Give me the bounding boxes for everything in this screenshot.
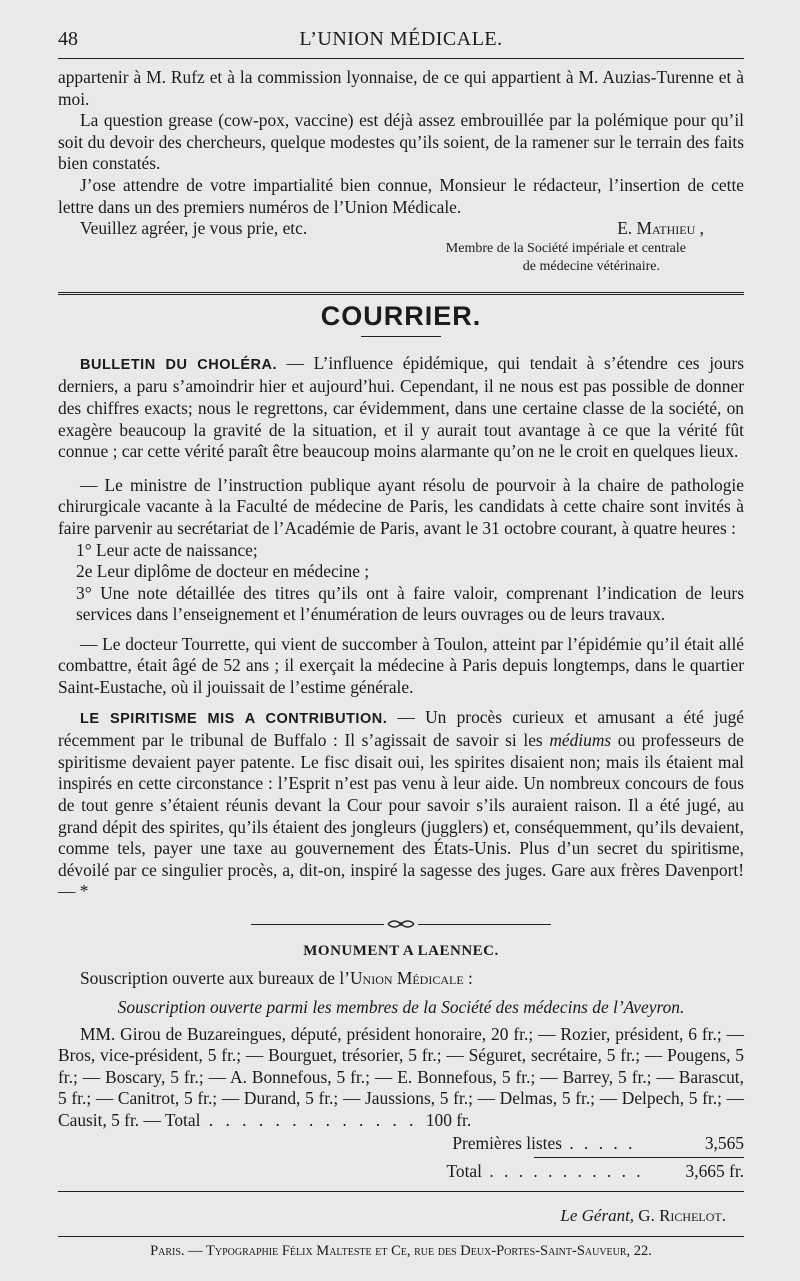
- ornament-divider: [251, 917, 551, 931]
- fleuron-icon: [386, 917, 416, 931]
- courrier-underline: [361, 336, 441, 337]
- gerant-label: Le Gérant,: [560, 1205, 635, 1225]
- souscription-text: Souscription ouverte aux bureaux de l’: [80, 968, 350, 988]
- cholera-paragraph: [58, 353, 744, 463]
- spiritisme-text-a: — Un procès curieux et amusant a été jugé récemment par le tribunal de Buffalo : Il s’agissait de savoir si les: [58, 706, 744, 751]
- subscriber-list: MM. Girou de Buzareingues, député, président honoraire, 20 fr.; — Rozier, président, 6 fr.; — Bros, vice-président, 5 fr.; — Bourguet, trésorier, 5 fr.; — Séguret, secrétaire, 5 fr.; — Pougens, 5 fr.; — Boscary, 5 fr.; — A. Bonnefous, 5 fr.; — E. Bonnefous, 5 fr.; — Barrey, 5 fr.; — Barascut, 5 fr.; — Canitrot, 5 fr.; — Durand, 5 fr.; — Jaussions, 5 fr.; — Delmas, 5 fr.; — Delpech, 5 fr.; — Causit, 5 fr. — Total . . . . . . . . . . . . . 100 fr.: [58, 1023, 744, 1130]
- spiritisme-paragraph: [58, 707, 744, 903]
- spiritisme-text-b: ou professeurs de spiritisme devaient payer patente. Le fisc disait oui, les spirites disaient non; mais ils étaient mal inspirés en cette circonstance : l’Esprit n’est pas venu à leur aide. Un nombreux concours de fous de tout genre s’étaient réunis devant la Cour pour savoir s’ils auraient raison. Il a été jugé, au grand dépit des spirites, qu’ils étaient des jongleurs (jugglers) et, conséquemment, qu’ils devaient, comme tels, payer une taxe au gouvernement des États-Unis. Plus d’un secret du spiritisme, dévoilé par ce singulier procès, a, dit-on, inspiré la sagesse des juges. Gare aux frères Davenport! — *: [58, 730, 744, 902]
- subscriber-names: MM. Girou de Buzareingues, député, président honoraire, 20 fr.; — Rozier, président, 6 fr.; — Bros, vice-président, 5 fr.; — Bourguet, trésorier, 5 fr.; — Séguret, secrétaire, 5 fr.; — Pougens, 5 fr.; — Boscary, 5 fr.; — A. Bonnefous, 5 fr.; — E. Bonnefous, 5 fr.; — Barrey, 5 fr.; — Barascut, 5 fr.; — Canitrot, 5 fr.; — Durand, 5 fr.; — Jaussions, 5 fr.; — Delmas, 5 fr.; — Delpech, 5 fr.; — Causit, 5 fr. — Total: [58, 1023, 744, 1130]
- ministre-paragraph: — Le ministre de l’instruction publique ayant résolu de pourvoir à la chaire de pathologie chirurgicale vacante à la Faculté de médecine de Paris, les candidats à cette chaire sont invités à faire parvenir au secrétariat de l’Académie de Paris, avant le 31 octobre courant, à quatre heures :: [58, 474, 744, 538]
- list-total: 100 fr.: [425, 1109, 472, 1130]
- total-row: Total . . . . . . . . . . . 3,665 fr.: [446, 1160, 744, 1181]
- footer-rule-1: [58, 1191, 744, 1192]
- premieres-row: Premières listes . . . . . 3,565: [452, 1132, 744, 1153]
- souscription-line: [58, 968, 744, 990]
- totals-rule: [534, 1157, 744, 1158]
- letter-paragraph-2: La question grease (cow-pox, vaccine) est déjà assez embrouillée par la polémique pour qu’il soit du devoir des chercheurs, quelque modestes qu’ils soient, de la ramener sur le terrain des faits bien constatés.: [58, 110, 744, 174]
- gerant-name: G. Richelot.: [638, 1205, 726, 1225]
- letter-closing: Veuillez agréer, je vous prie, etc.: [80, 218, 308, 239]
- cholera-heading: BULLETIN DU CHOLÉRA.: [80, 356, 277, 373]
- running-head: [58, 22, 744, 58]
- premieres-label: Premières listes: [452, 1132, 562, 1153]
- souscription-journal: Union Médicale: [349, 968, 464, 988]
- cholera-text: — L’influence épidémique, qui tendait à s’étendre ces jours derniers, a paru s’amoindrir hier et aujourd’hui. Cependant, il ne nous est pas possible de donner des chiffres exacts; nous le regrettons, car évidemment, dans une certaine classe de la société, on exagère beaucoup la gravité de la situation, et il y aurait tout avantage à ce que la vérité fût connue ; car cette vérité paraît être beaucoup moins alarmante qu’on ne le croit en quelques lieux.: [58, 352, 744, 462]
- letter-paragraph-3: J’ose attendre de votre impartialité bien connue, Monsieur le rédacteur, l’insertion de cette lettre dans un des premiers numéros de l’Union Médicale.: [58, 174, 744, 217]
- header-rule: [58, 58, 744, 59]
- requirement-item-1: 1° Leur acte de naissance;: [76, 539, 258, 560]
- printer-imprint: Paris. — Typographie Félix Malteste et Ce, rue des Deux-Portes-Saint-Sauveur, 22.: [150, 1242, 652, 1259]
- souscription-colon: :: [463, 968, 473, 988]
- gerant-line: [58, 1206, 726, 1226]
- section-divider: [58, 292, 744, 295]
- premieres-value: 3,565: [704, 1132, 744, 1153]
- monument-title: MONUMENT A LAENNEC.: [303, 943, 499, 959]
- spiritisme-heading: LE SPIRITISME MIS A CONTRIBUTION.: [80, 710, 388, 727]
- journal-title: L’UNION MÉDICALE.: [299, 28, 503, 50]
- footer-rule-2: [58, 1236, 744, 1237]
- letter-paragraph-1: appartenir à M. Rufz et à la commission lyonnaise, de ce qui appartient à M. Auzias-Turenne et à moi.: [58, 67, 744, 109]
- requirement-item-2: 2e Leur diplôme de docteur en médecine ;: [76, 561, 370, 582]
- aveyron-subheading: Souscription ouverte parmi les membres de la Société des médecins de l’Aveyron.: [117, 996, 685, 1017]
- requirement-item-3: 3° Une note détaillée des titres qu’ils ont à faire valoir, comprenant l’indication de leurs services dans l’enseignement et l’énumération de leurs ouvrages ou de leurs travaux.: [76, 582, 744, 625]
- spiritisme-italic: médiums: [549, 730, 612, 751]
- tourrette-paragraph: — Le docteur Tourrette, qui vient de succomber à Toulon, atteint par l’épidémie qu’il était allé combattre, était âgé de 52 ans ; il exerçait la médecine à Paris depuis longtemps, dans le quartier Saint-Eustache, où il jouissait de l’estime générale.: [58, 633, 744, 698]
- courrier-title: COURRIER.: [320, 300, 482, 331]
- total-value: 3,665 fr.: [685, 1160, 744, 1181]
- total-label: Total: [446, 1160, 482, 1181]
- totals-block: [58, 1132, 744, 1183]
- signature-affiliation-2: de médecine vétérinaire.: [522, 258, 660, 274]
- signature-name: E. Mathieu ,: [617, 218, 704, 239]
- signature-line: [58, 218, 744, 240]
- signature-affiliation-1: Membre de la Société impériale et centrale: [445, 240, 686, 256]
- page-number: 48: [58, 28, 78, 50]
